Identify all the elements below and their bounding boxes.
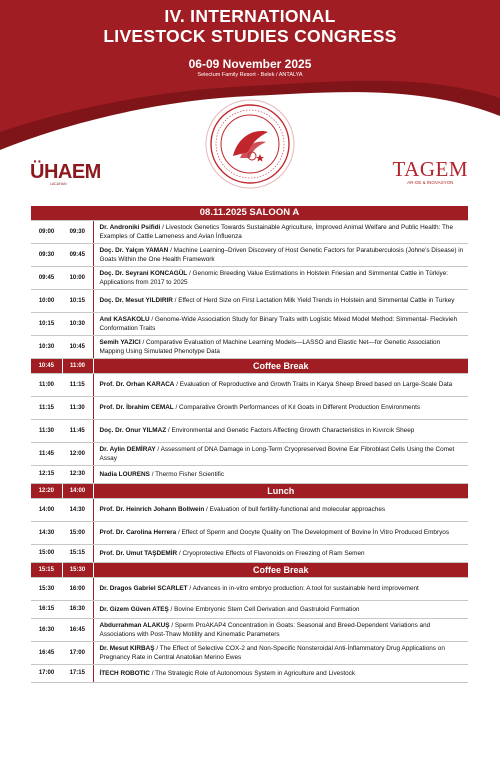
start-time: 11:45 xyxy=(31,442,62,465)
separator: / xyxy=(187,269,193,277)
talk-cell xyxy=(93,289,468,312)
talk-row xyxy=(31,465,468,483)
end-time: 10:15 xyxy=(62,289,93,312)
talk-row xyxy=(31,373,468,396)
separator: / xyxy=(204,506,210,513)
start-time: 12:20 xyxy=(31,483,62,498)
start-time: 15:30 xyxy=(31,577,62,600)
end-time: 15:15 xyxy=(62,544,93,562)
talk-cell xyxy=(93,312,468,335)
start-time: 11:15 xyxy=(31,396,62,419)
talk-row xyxy=(31,442,468,465)
speaker-name: Prof. Dr. Heinrich Johann Bollwein xyxy=(99,506,205,513)
talk-row xyxy=(31,600,468,618)
uhaem-logo xyxy=(30,162,101,186)
talk-title: Advances in in-vitro embryo production: A tool for sustainable herd improvement xyxy=(192,585,419,592)
talk-cell xyxy=(93,664,468,682)
talk-row xyxy=(31,243,468,266)
schedule-table xyxy=(31,206,468,683)
end-time: 10:45 xyxy=(62,335,93,358)
speaker-name: Anıl KASAKOLU xyxy=(99,315,150,323)
talk-title: Genome-Wide Association Study for Binary Traits with Logistic Mixed Model Method: Simmental- Fleckvieh Conformation Traits xyxy=(99,315,458,332)
speaker-name: Prof. Dr. Umut TAŞDEMİR xyxy=(99,549,178,557)
start-time: 09:45 xyxy=(31,266,62,289)
talk-cell xyxy=(93,335,468,358)
congress-venue: Selectum Family Resort - Belek / ANTALYA xyxy=(197,72,303,78)
separator: / xyxy=(172,297,179,304)
session-title: 08.11.2025 SALOON A xyxy=(31,206,468,220)
separator: / xyxy=(168,246,174,254)
uhaem-logo-tag: LACAHAN xyxy=(50,182,67,186)
talk-title: The Strategic Role of Autonomous System in Agriculture and Livestock xyxy=(155,669,356,677)
speaker-name: Prof. Dr. Orhan KARACA xyxy=(99,381,175,388)
talk-row xyxy=(31,289,468,312)
end-time: 11:45 xyxy=(62,419,93,442)
separator: / xyxy=(174,381,180,388)
start-time: 09:30 xyxy=(31,243,62,266)
speaker-name: Doç. Dr. Yalçın YAMAN xyxy=(99,246,169,254)
separator: / xyxy=(154,644,160,652)
end-time: 16:00 xyxy=(62,577,93,600)
speaker-name: Prof. Dr. İbrahim CEMAL xyxy=(99,404,174,411)
separator: / xyxy=(173,404,180,411)
start-time: 16:30 xyxy=(31,618,62,641)
start-time: 14:00 xyxy=(31,498,62,521)
speaker-name: Semih YAZICI xyxy=(99,338,141,346)
start-time: 15:15 xyxy=(31,562,62,577)
talk-title: Evaluation of bull fertility-functional and molecular approaches xyxy=(209,506,386,513)
schedule-body xyxy=(31,206,468,682)
talk-title: Assessment of DNA Damage in Long-Term Cryopreserved Bovine Ear Fibroblast Cells Using the Comet Assay xyxy=(99,445,455,462)
talk-title: The Effect of Selective COX-2 and Non-Specific Nonsteroidal Anti-İnflammatory Drug Applications on Pregnancy Rate in Central Anatolian Merino Ewes xyxy=(99,644,445,661)
speaker-name: Doç. Dr. Mesut YILDIRIR xyxy=(99,297,173,304)
end-time: 09:30 xyxy=(62,220,93,243)
end-time: 10:30 xyxy=(62,312,93,335)
talk-cell xyxy=(93,465,468,483)
start-time: 10:30 xyxy=(31,335,62,358)
separator: / xyxy=(155,445,161,453)
talk-title: Comparative Evaluation of Machine Learning Models—LASSO and Elastic Net—for Genetic Association Mapping Using Simulated Phenotype Data xyxy=(99,338,441,355)
speaker-name: Prof. Dr. Carolina Herrera xyxy=(99,529,177,536)
talk-row xyxy=(31,618,468,641)
talk-row xyxy=(31,335,468,358)
talk-title: Bovine Embryonic Stem Cell Derivation and Gastruloid Formation xyxy=(174,605,360,613)
speaker-name: Dr. Mesut KIRBAŞ xyxy=(99,644,155,652)
end-time: 17:00 xyxy=(62,641,93,664)
separator: / xyxy=(187,585,193,592)
tagem-logo-sub: AR-GE & İNOVASYON xyxy=(407,180,454,185)
start-time: 09:00 xyxy=(31,220,62,243)
start-time: 16:15 xyxy=(31,600,62,618)
talk-cell xyxy=(93,618,468,641)
ministry-seal-icon xyxy=(200,98,300,190)
talk-cell xyxy=(93,498,468,521)
start-time: 14:30 xyxy=(31,521,62,544)
end-time: 11:00 xyxy=(62,358,93,373)
break-title: Coffee Break xyxy=(93,358,468,373)
tagem-logo-word: TAGEM xyxy=(392,157,468,181)
talk-cell xyxy=(93,544,468,562)
talk-cell xyxy=(93,419,468,442)
start-time: 10:45 xyxy=(31,358,62,373)
title-line-2: LIVESTOCK STUDIES CONGRESS xyxy=(103,26,397,46)
end-time: 16:45 xyxy=(62,618,93,641)
end-time: 16:30 xyxy=(62,600,93,618)
talk-cell xyxy=(93,396,468,419)
talk-row xyxy=(31,521,468,544)
talk-row xyxy=(31,641,468,664)
end-time: 11:30 xyxy=(62,396,93,419)
start-time: 11:30 xyxy=(31,419,62,442)
start-time: 11:00 xyxy=(31,373,62,396)
tagem-logo xyxy=(393,158,468,185)
speaker-name: Doç. Dr. Onur YILMAZ xyxy=(99,427,167,434)
separator: / xyxy=(160,223,166,231)
talk-row xyxy=(31,266,468,289)
talk-title: Cryoprotective Effects of Flavonoids on Freezing of Ram Semen xyxy=(182,549,365,557)
talk-title: Sperm ProAKAP4 Concentration in Goats: Seasonal and Breed-Dependent Variations and Associations with Post-Thaw Motility and Kinematic Parameters xyxy=(99,621,431,638)
talk-cell xyxy=(93,641,468,664)
speaker-name: Doç. Dr. Seyrani KONCAGÜL xyxy=(99,269,188,277)
separator: / xyxy=(169,621,175,629)
end-time: 12:30 xyxy=(62,465,93,483)
break-row xyxy=(31,562,468,577)
talk-row xyxy=(31,664,468,682)
end-time: 12:00 xyxy=(62,442,93,465)
end-time: 15:00 xyxy=(62,521,93,544)
end-time: 14:00 xyxy=(62,483,93,498)
talk-cell xyxy=(93,266,468,289)
talk-title: Effect of Sperm and Oocyte Quality on The Development of Bovine İn Vitro Produced Embryos xyxy=(181,529,450,536)
talk-row xyxy=(31,419,468,442)
break-row xyxy=(31,358,468,373)
start-time: 10:00 xyxy=(31,289,62,312)
speaker-name: Abdurrahman ALAKUŞ xyxy=(99,621,170,629)
separator: / xyxy=(176,529,182,536)
talk-title: Thermo Fisher Scientific xyxy=(155,470,225,478)
talk-row xyxy=(31,312,468,335)
talk-row xyxy=(31,396,468,419)
congress-dates: 06-09 November 2025 xyxy=(188,57,312,71)
separator: / xyxy=(149,669,156,677)
start-time: 16:45 xyxy=(31,641,62,664)
separator: / xyxy=(149,470,156,478)
talk-cell xyxy=(93,577,468,600)
talk-cell xyxy=(93,521,468,544)
talk-title: Environmental and Genetic Factors Affecting Growth Characteristics in Kıvırcık Sheep xyxy=(171,427,415,434)
talk-title: Evaluation of Reproductive and Growth Traits in Karya Sheep Breed based on Large-Scale Data xyxy=(179,381,453,388)
break-title: Lunch xyxy=(93,483,468,498)
talk-cell xyxy=(93,373,468,396)
end-time: 17:15 xyxy=(62,664,93,682)
talk-cell xyxy=(93,600,468,618)
talk-cell xyxy=(93,442,468,465)
speaker-name: İTECH ROBOTIC xyxy=(99,669,150,677)
talk-row xyxy=(31,544,468,562)
speaker-name: Dr. Androniki Psifidi xyxy=(99,223,161,231)
talk-row xyxy=(31,220,468,243)
uhaem-logo-word: ÜHAEM xyxy=(30,161,101,183)
talk-cell xyxy=(93,220,468,243)
start-time: 12:15 xyxy=(31,465,62,483)
break-title: Coffee Break xyxy=(93,562,468,577)
talk-row xyxy=(31,577,468,600)
start-time: 15:00 xyxy=(31,544,62,562)
talk-title: Comparative Growth Performances of Kıl Goats in Different Production Environments xyxy=(179,404,421,411)
end-time: 15:30 xyxy=(62,562,93,577)
talk-title: Genomic Breeding Value Estimations in Holstein Friesian and Simmental Cattle in Türkiye: Applications from 2017 to 2025 xyxy=(99,269,449,286)
separator: / xyxy=(177,549,183,557)
end-time: 14:30 xyxy=(62,498,93,521)
separator: / xyxy=(140,338,147,346)
separator: / xyxy=(168,605,175,613)
end-time: 11:15 xyxy=(62,373,93,396)
talk-row xyxy=(31,498,468,521)
speaker-name: Nadia LOURENS xyxy=(99,470,150,478)
talk-title: Livestock Genetics Towards Sustainable Agriculture, İmproved Animal Welfare and Public Health: The Examples of Cattle Lameness and Avian İnfluenza xyxy=(99,223,454,240)
talk-title: Machine Learning–Driven Discovery of Host Genetic Factors for Paratuberculosis (Johne's Disease) in Goats Within the One Health Framework xyxy=(99,246,464,263)
speaker-name: Dr. Gizem Güven ATEŞ xyxy=(99,605,169,613)
session-header-row xyxy=(31,206,468,220)
congress-title xyxy=(0,6,500,46)
title-line-1: IV. INTERNATIONAL xyxy=(164,6,336,26)
talk-title: Effect of Herd Size on First Lactation Milk Yield Trends in Holstein and Simmental Cattle in Turkey xyxy=(178,297,455,304)
talk-cell xyxy=(93,243,468,266)
end-time: 10:00 xyxy=(62,266,93,289)
start-time: 10:15 xyxy=(31,312,62,335)
speaker-name: Dr. Dragos Gabriel SCARLET xyxy=(99,585,188,592)
start-time: 17:00 xyxy=(31,664,62,682)
break-row xyxy=(31,483,468,498)
end-time: 09:45 xyxy=(62,243,93,266)
separator: / xyxy=(166,427,172,434)
speaker-name: Dr. Aylin DEMİRAY xyxy=(99,445,156,453)
separator: / xyxy=(149,315,155,323)
